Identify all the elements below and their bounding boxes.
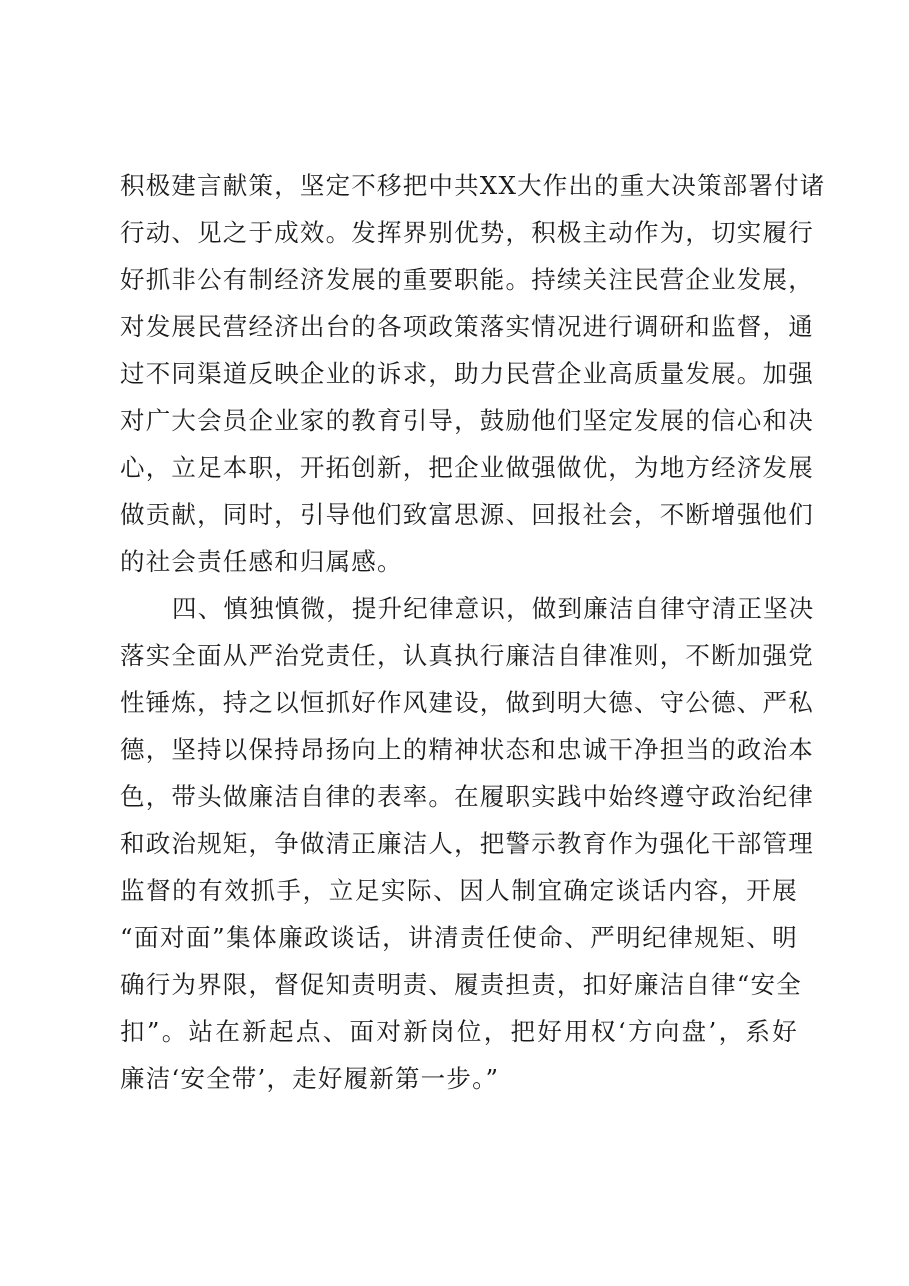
text-line: 行动、见之于成效。发挥界别优势，积极主动作为，切实履行 — [120, 218, 814, 247]
text-line: 确行为界限，督促知责明责、履责担责，扣好廉洁自律“安全 — [120, 970, 802, 999]
text-line: 心，立足本职，开拓创新，把企业做强做优，为地方经济发展 — [120, 453, 814, 482]
text-line: 的社会责任感和归属感。 — [120, 547, 403, 576]
text-line: 扣”。站在新起点、面对新岗位，把好用权‘方向盘’，系好 — [120, 1017, 798, 1046]
document-body — [120, 162, 826, 1102]
text-line: 好抓非公有制经济发展的重要职能。持续关注民营企业发展， — [120, 265, 814, 294]
text-line: 监督的有效抓手，立足实际、因人制宜确定谈话内容，开展 — [120, 876, 798, 905]
text-line: 过不同渠道反映企业的诉求，助力民营企业高质量发展。加强 — [120, 359, 814, 388]
text-line: 色，带头做廉洁自律的表率。在履职实践中始终遵守政治纪律 — [120, 782, 814, 811]
text-line: 和政治规矩，争做清正廉洁人，把警示教育作为强化干部管理 — [120, 829, 814, 858]
text-line: 做贡献，同时，引导他们致富思源、回报社会，不断增强他们 — [120, 500, 814, 529]
text-line: 对发展民营经济出台的各项政策落实情况进行调研和监督，通 — [120, 312, 814, 341]
text-line: 德，坚持以保持昂扬向上的精神状态和忠诚干净担当的政治本 — [120, 735, 814, 764]
text-line: “面对面”集体廉政谈话，讲清责任使命、严明纪律规矩、明 — [120, 923, 798, 952]
text-line: 对广大会员企业家的教育引导，鼓励他们坚定发展的信心和决 — [120, 406, 814, 435]
text-line: 廉洁‘安全带’，走好履新第一步。” — [120, 1064, 500, 1093]
text-line: 性锤炼，持之以恒抓好作风建设，做到明大德、守公德、严私 — [120, 688, 814, 717]
section-heading-line: 四、慎独慎微，提升纪律意识，做到廉洁自律守清正坚决 — [172, 594, 815, 623]
text-line: 积极建言献策，坚定不移把中共XX大作出的重大决策部署付诸 — [120, 171, 826, 200]
text-line: 落实全面从严治党责任，认真执行廉洁自律准则，不断加强党 — [120, 641, 814, 670]
